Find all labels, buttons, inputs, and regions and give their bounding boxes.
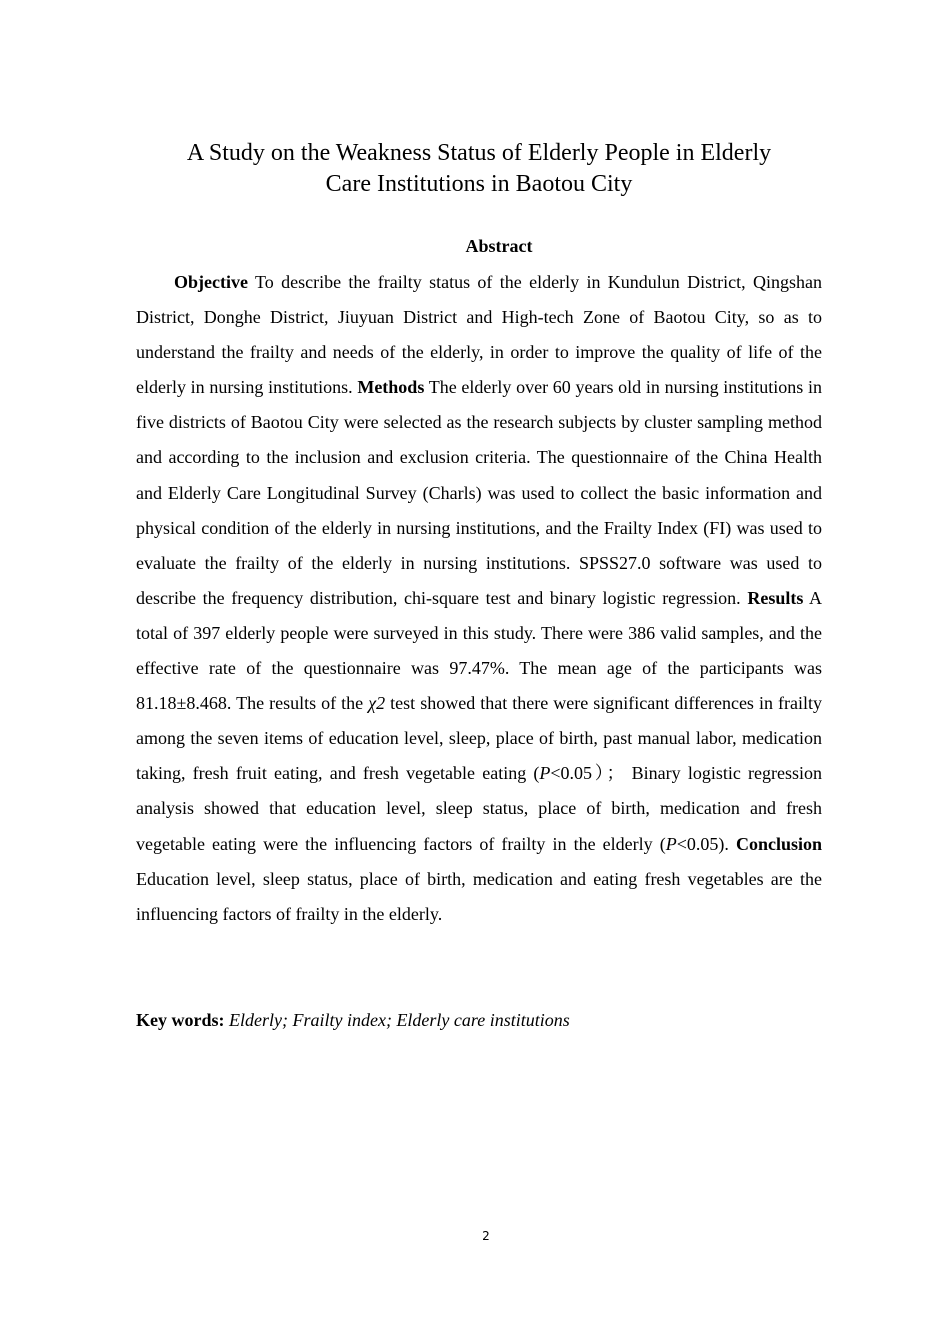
results-label: Results [747,587,804,608]
objective-text: To describe the frailty status of the elderly in Kundulun District, Qingshan District, Donghe District, Jiuyuan District and High-tech Zone of Baotou City, so as to understand the frailty and needs of the elderly, in order to improve the quality of life of the elderly in nursing institutions. [136,272,822,398]
results-text-4: <0.05). [676,833,736,854]
objective-label: Objective [174,272,248,292]
keywords-line [136,1008,822,1032]
keywords-text: Elderly; Frailty index; Elderly care institutions [224,1010,570,1030]
paper-title [136,138,822,200]
p-value-symbol-2: P [665,833,677,854]
keywords-label: Key words: [136,1010,225,1030]
paper-title-line-1: A Study on the Weakness Status of Elderly People in Elderly [186,140,772,166]
paper-title-line-2: Care Institutions in Baotou City [325,171,633,197]
results-text-3: <0.05）； Binary logistic regression analysis showed that education level, sleep status, place of birth, medication and fresh vegetable eating were the influencing factors of frailty in the elderly ( [136,763,822,854]
conclusion-label: Conclusion [735,833,822,854]
results-text-2: test showed that there were significant differences in frailty among the seven items of education level, sleep, place of birth, past manual labor, medication taking, fresh fruit eating, and fresh vegetable eating ( [136,693,822,784]
results-text-1: A total of 397 elderly people were surveyed in this study. There were 386 valid samples, and the effective rate of the questionnaire was 97.47%. The mean age of the participants was 81.18±8.468. The results of the [136,587,822,714]
methods-text: The elderly over 60 years old in nursing institutions in five districts of Baotou City were selected as the research subjects by cluster sampling method and according to the inclusion and exclusion criteria. The questionnaire of the China Health and Elderly Care Longitudinal Survey (Charls) was used to collect the basic information and physical condition of the elderly in nursing institutions, and the Frailty Index (FI) was used to evaluate the frailty of the elderly in nursing institutions. SPSS27.0 software was used to describe the frequency distribution, chi-square test and binary logistic regression. [136,377,822,608]
p-value-symbol-1: P [539,763,551,784]
conclusion-text: Education level, sleep status, place of birth, medication and eating fresh vegetables are the influencing factors of frailty in the elderly. [136,868,822,924]
abstract-heading: Abstract [465,236,533,256]
page-number: 2 [482,1229,490,1243]
chi-square-symbol: χ2 [368,693,386,714]
methods-label: Methods [357,377,425,398]
abstract-body [136,265,822,932]
